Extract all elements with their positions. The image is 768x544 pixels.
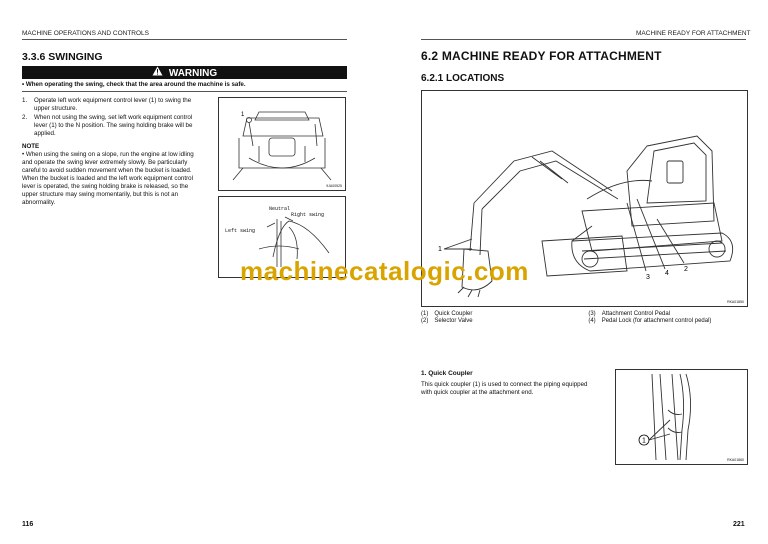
warning-text: • When operating the swing, check that the area around the machine is safe. <box>22 81 246 88</box>
chapter-title: 6.2 MACHINE READY FOR ATTACHMENT <box>421 49 662 63</box>
legend-number: (2) <box>421 318 429 324</box>
watermark-text: machinecatalogic.com <box>240 256 529 286</box>
fig-code: RKA01850 <box>727 300 744 304</box>
step-item <box>22 97 204 113</box>
legend-number: (3) <box>588 311 596 317</box>
legend-text: Pedal Lock (for attachment control pedal) <box>601 318 712 324</box>
warning-label: WARNING <box>168 68 218 79</box>
quick-coupler-figure <box>615 369 748 465</box>
warning-triangle-icon <box>152 66 163 80</box>
left-page-header: MACHINE OPERATIONS AND CONTROLS <box>22 30 150 37</box>
fig-code: 9JA00525 <box>326 184 342 188</box>
callout-1: 1 <box>438 246 442 253</box>
callout-2: 2 <box>684 266 688 273</box>
right-page-number: 221 <box>733 521 745 528</box>
left-page-number: 116 <box>22 521 34 528</box>
section-title: 3.3.6 SWINGING <box>22 51 103 63</box>
coupler-callout: 1 <box>642 437 646 445</box>
callout-3: 3 <box>646 274 650 281</box>
step-number: 2. <box>22 114 28 121</box>
svg-text:1: 1 <box>241 112 245 118</box>
step-text: When not using the swing, set left work equipment control lever (1) to the N position. The swing holding brake will be applied. <box>34 114 193 137</box>
steps-list <box>22 97 204 138</box>
legend-text: Attachment Control Pedal <box>601 311 671 317</box>
fig-code: RKA01860 <box>727 458 744 462</box>
step-text: Operate left work equipment control lever (1) to swing the upper structure. <box>34 97 192 112</box>
left-header-rule <box>22 39 347 40</box>
parts-legend <box>421 311 717 325</box>
legend-number: (1) <box>421 311 429 317</box>
note-text: • When using the swing on a slope, run the engine at low idling and operate the swing lever extremely slowly. Be particularly careful to avoid sudden movement when the bucket is loaded. When the bucket is loaded and the left work equipment control lever is operated, the swing holding brake is released, so the upper structure may swing momentarily, but this is not an abnormality. <box>22 151 194 206</box>
step-item <box>22 114 204 138</box>
seat-figure <box>218 97 346 191</box>
legend-row <box>421 311 717 318</box>
right-page-header: MACHINE READY FOR ATTACHMENT <box>636 30 751 37</box>
legend-row <box>421 318 717 325</box>
right-swing-label: Right swing <box>291 212 325 218</box>
right-header-rule <box>421 39 746 40</box>
item-text: This quick coupler (1) is used to connect the piping equipped with quick coupler at the attachment end. <box>421 381 588 396</box>
note-label: NOTE <box>22 143 40 150</box>
neutral-label: Neutral <box>269 206 291 212</box>
quick-coupler-illustration <box>616 370 747 464</box>
legend-text: Quick Coupler <box>434 311 473 317</box>
legend-text: Selector Valve <box>434 318 473 324</box>
subsection-title: 6.2.1 LOCATIONS <box>421 73 505 84</box>
warning-rule <box>22 91 347 92</box>
item-title: 1. Quick Coupler <box>421 370 473 377</box>
step-number: 1. <box>22 97 28 104</box>
left-swing-label: Left swing <box>225 228 256 234</box>
legend-number: (4) <box>588 318 596 324</box>
warning-banner <box>22 66 347 79</box>
operator-seat-illustration <box>219 98 345 190</box>
callout-4: 4 <box>665 270 669 277</box>
